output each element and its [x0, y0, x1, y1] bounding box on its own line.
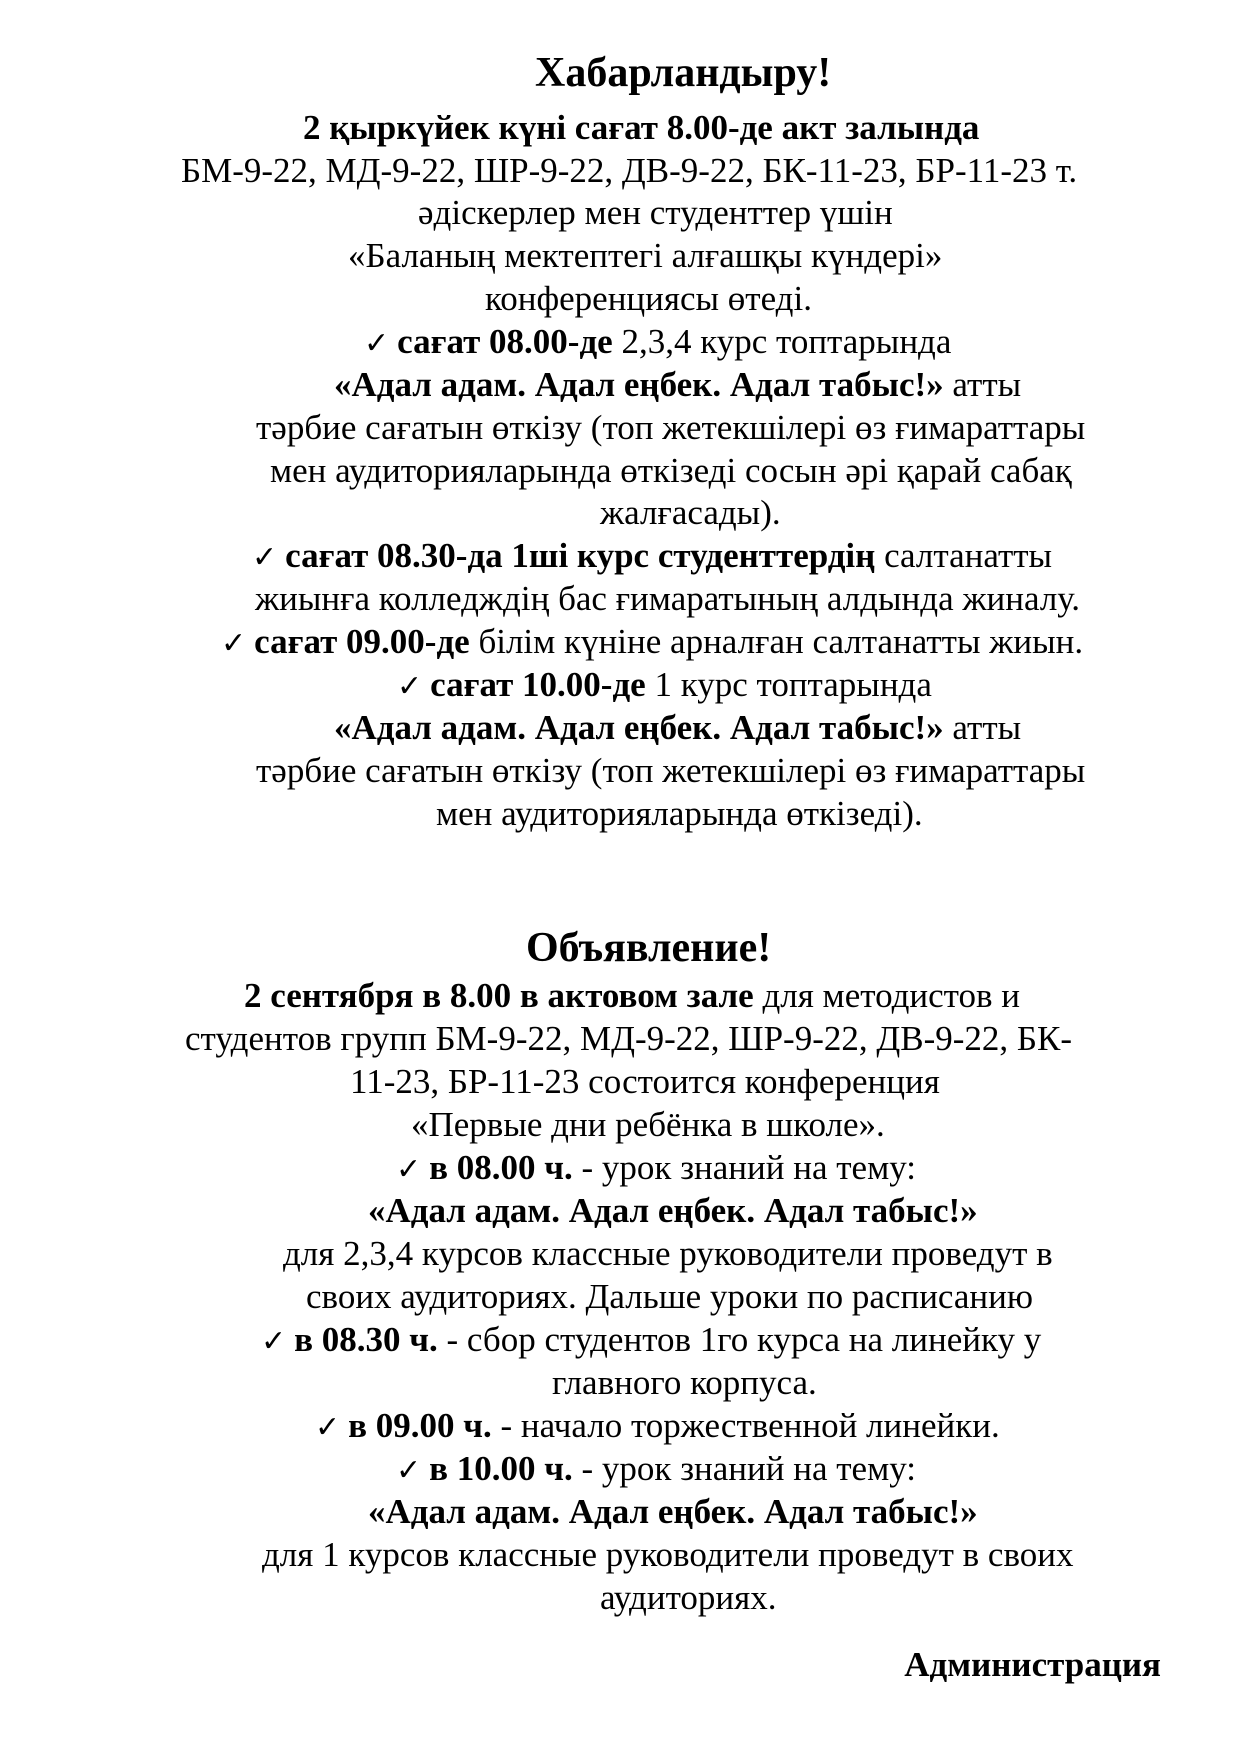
ru-item-4-quote: «Адал адам. Адал еңбек. Адал табыс!»	[368, 1492, 978, 1531]
checkmark-icon: ✓	[315, 1410, 341, 1445]
checkmark-icon: ✓	[396, 1152, 422, 1187]
ru-line-3: 11-23, БР-11-23 состоится конференция	[350, 1062, 940, 1101]
ru-item-1-quote: «Адал адам. Адал еңбек. Адал табыс!»	[368, 1191, 978, 1230]
kz-line-1: 2 қыркүйек күні сағат 8.00-де акт залында	[303, 108, 980, 147]
ru-line-1: 2 сентября в 8.00 в актовом зале для методистов и	[244, 976, 1020, 1015]
kz-title: Хабарландыру!	[535, 50, 832, 96]
kz-item-1-line-4: мен аудиторияларында өткізеді сосын әрі қарай сабақ	[270, 451, 1072, 490]
checkmark-icon: ✓	[396, 1453, 422, 1488]
kz-item-2-line-2: жиынға колледждің бас ғимаратының алдында жиналу.	[255, 579, 1081, 618]
ru-item-1-line-3: для 2,3,4 курсов классные руководители проведут в	[283, 1234, 1053, 1273]
ru-item-2-line-2: главного корпуса.	[552, 1363, 817, 1402]
kz-line-4: «Баланың мектептегі алғашқы күндері»	[348, 236, 943, 275]
kz-item-1-line-5: жалғасады).	[600, 493, 781, 532]
checkmark-icon: ✓	[397, 669, 423, 704]
ru-item-4-line-3: для 1 курсов классные руководители проведут в своих	[262, 1535, 1074, 1574]
ru-item-2: ✓ в 08.30 ч. - сбор студентов 1го курса на линейку у	[261, 1320, 1042, 1359]
kz-item-4-line-3: тәрбие сағатын өткізу (топ жетекшілері өз ғимараттары	[256, 751, 1086, 790]
ru-item-1: ✓ в 08.00 ч. - урок знаний на тему:	[396, 1148, 916, 1187]
kz-item-1-quote: «Адал адам. Адал еңбек. Адал табыс!» атты	[334, 365, 1022, 404]
ru-line-2: студентов групп БМ-9-22, МД-9-22, ШР-9-22, ДВ-9-22, БК-	[185, 1019, 1072, 1058]
checkmark-icon: ✓	[252, 540, 278, 575]
kz-item-4-line-4: мен аудиторияларында өткізеді).	[436, 794, 923, 833]
ru-line-4: «Первые дни ребёнка в школе».	[411, 1105, 885, 1144]
kz-item-1-line-3: тәрбие сағатын өткізу (топ жетекшілері өз ғимараттары	[256, 408, 1086, 447]
kz-item-4: ✓ сағат 10.00-де 1 курс топтарында	[397, 665, 932, 704]
kz-item-4-quote: «Адал адам. Адал еңбек. Адал табыс!» атты	[334, 708, 1022, 747]
ru-title: Объявление!	[526, 925, 772, 971]
kz-line-2: БМ-9-22, МД-9-22, ШР-9-22, ДВ-9-22, БК-11-23, БР-11-23 т.	[181, 151, 1078, 190]
ru-item-1-line-4: своих аудиториях. Дальше уроки по расписанию	[306, 1277, 1034, 1316]
checkmark-icon: ✓	[221, 626, 247, 661]
signature-administration: Администрация	[904, 1645, 1161, 1684]
ru-item-3: ✓ в 09.00 ч. - начало торжественной линейки.	[315, 1406, 1000, 1445]
checkmark-icon: ✓	[261, 1324, 287, 1359]
kz-item-2: ✓ сағат 08.30-да 1ші курс студенттердің салтанатты	[252, 536, 1053, 575]
kz-item-1: ✓ сағат 08.00-де 2,3,4 курс топтарында	[364, 322, 952, 361]
kz-line-3: әдіскерлер мен студенттер үшін	[418, 193, 893, 232]
ru-item-4-line-4: аудиториях.	[600, 1578, 777, 1617]
kz-item-3: ✓ сағат 09.00-де білім күніне арналған салтанатты жиын.	[221, 622, 1084, 661]
kz-line-5: конференциясы өтеді.	[485, 279, 812, 318]
ru-item-4: ✓ в 10.00 ч. - урок знаний на тему:	[396, 1449, 916, 1488]
checkmark-icon: ✓	[364, 326, 390, 361]
